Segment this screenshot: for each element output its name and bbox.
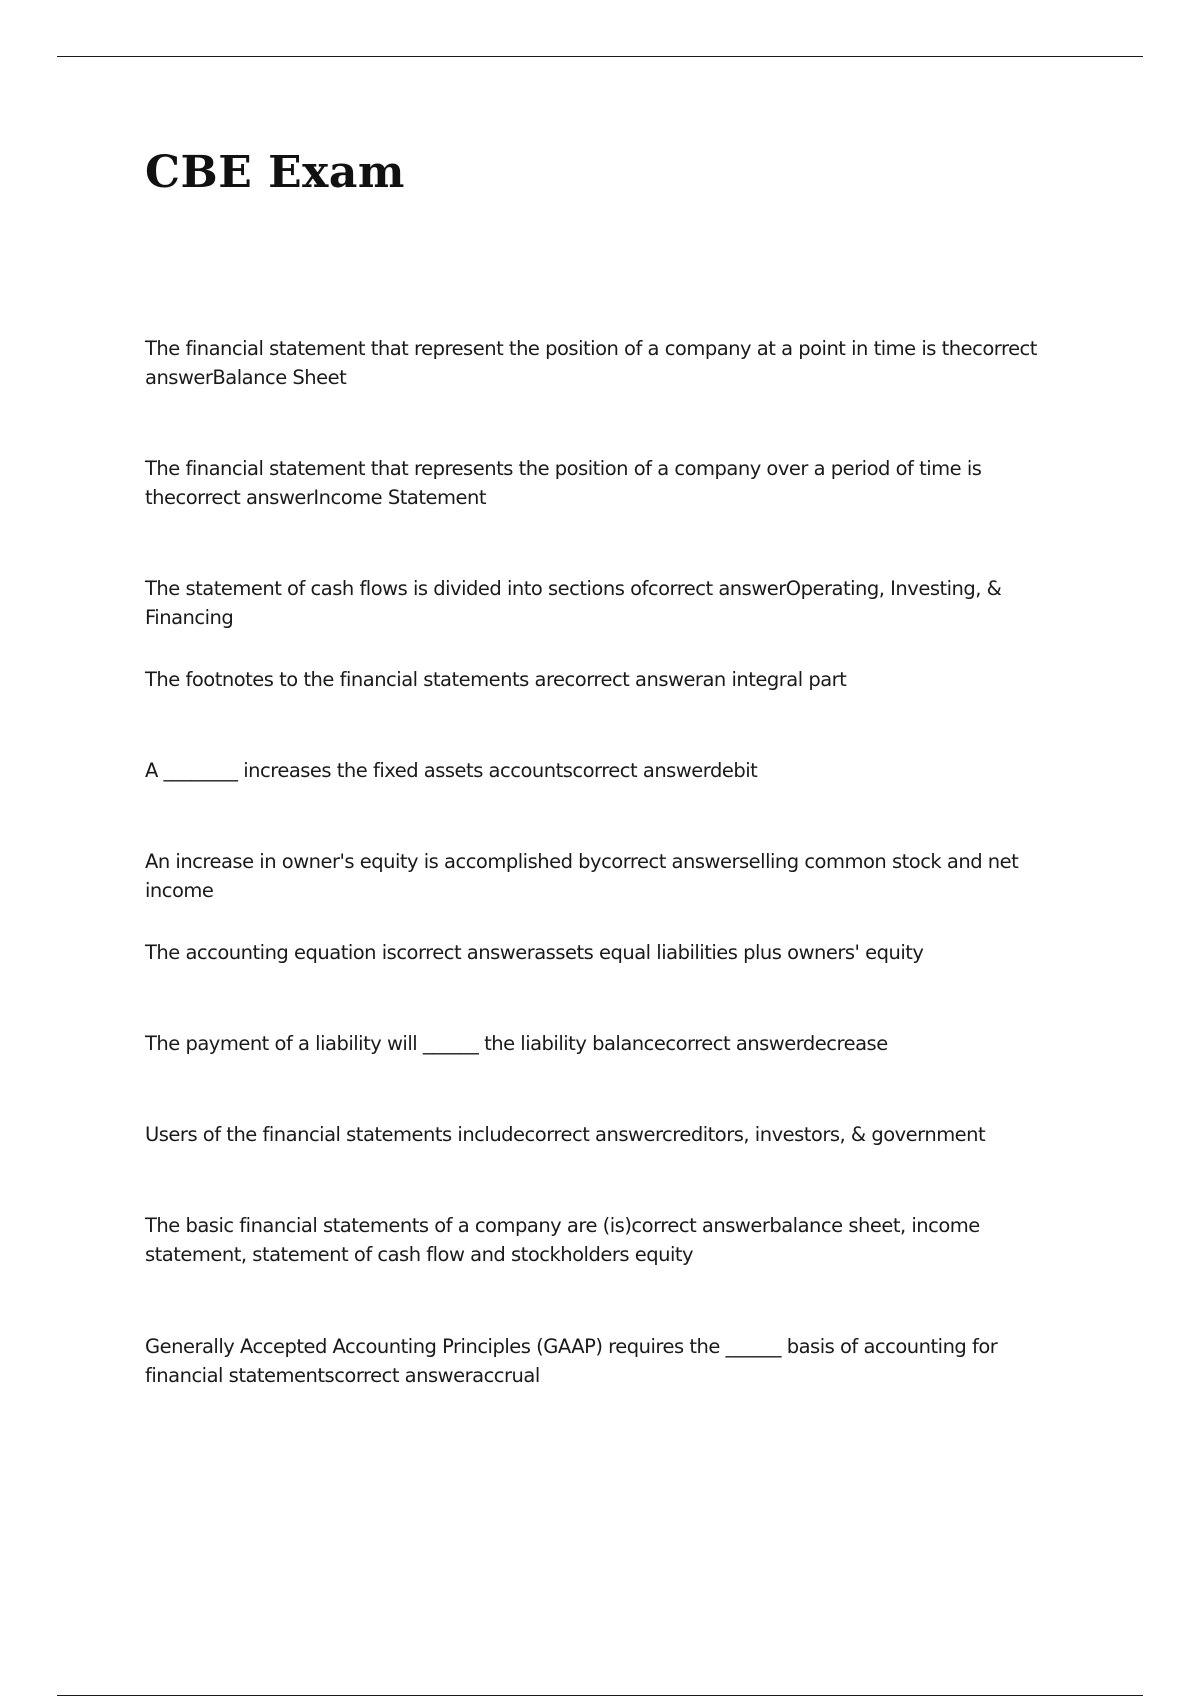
top-divider [57,56,1143,57]
qa-item-10: The basic financial statements of a company are (is)correct answerbalance sheet, income statement, statement of cash flow and stockholders equity [145,1214,980,1266]
qa-item-8: The payment of a liability will ______ the liability balancecorrect answerdecrease [145,1032,888,1055]
qa-item-11: Generally Accepted Accounting Principles (GAAP) requires the ______ basis of accounting for financial statementscorrect answeraccrual [145,1335,998,1387]
qa-item-5: A ________ increases the fixed assets accountscorrect answerdebit [145,759,758,782]
qa-item-3: The statement of cash flows is divided into sections ofcorrect answerOperating, Investing, & Financing [145,577,1002,629]
qa-item-7: The accounting equation iscorrect answerassets equal liabilities plus owners' equity [145,941,924,964]
qa-item-6: An increase in owner's equity is accomplished bycorrect answerselling common stock and net income [145,850,1019,902]
qa-item-1: The financial statement that represent the position of a company at a point in time is thecorrect answerBalance Sheet [145,337,1037,389]
document-title: CBE Exam [145,147,405,198]
qa-item-9: Users of the financial statements includecorrect answercreditors, investors, & government [145,1123,986,1146]
qa-item-4: The footnotes to the financial statements arecorrect answeran integral part [145,668,847,691]
qa-item-2: The financial statement that represents the position of a company over a period of time is thecorrect answerIncome Statement [145,457,982,509]
bottom-divider [57,1695,1143,1696]
